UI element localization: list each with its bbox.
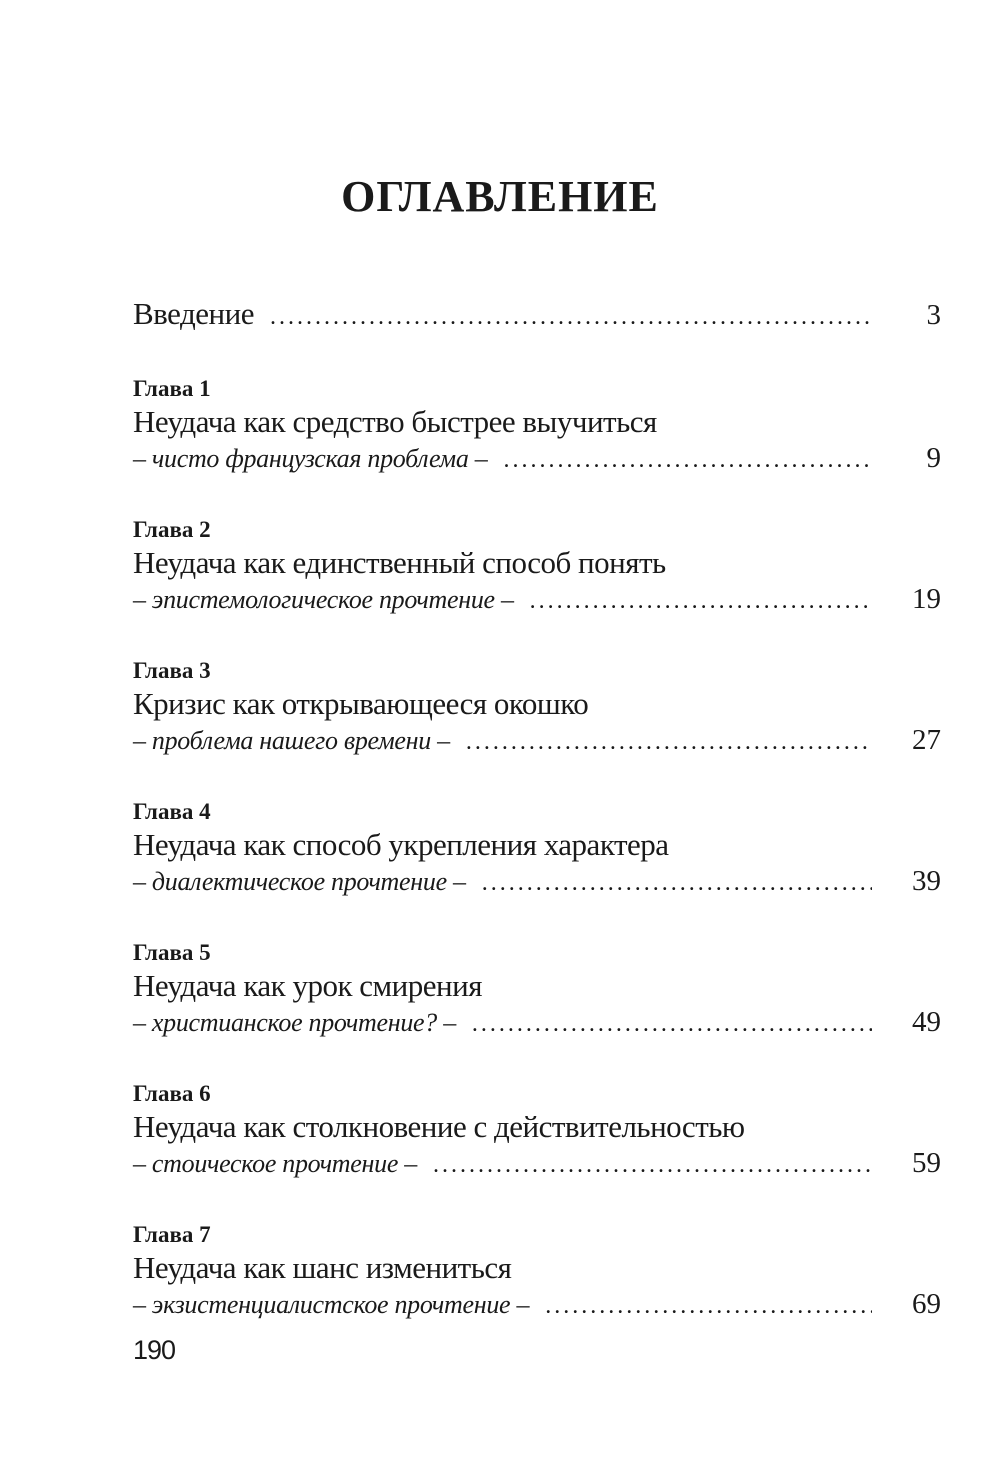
toc-page-number: 69: [912, 1288, 941, 1320]
chapter-title: Неудача как шанс измениться: [133, 1250, 512, 1285]
chapter-title: Неудача как единственный способ понять: [133, 545, 666, 580]
toc-page-number: 59: [912, 1147, 941, 1179]
chapter-label: Глава 1: [133, 376, 211, 401]
toc-page-number: 49: [912, 1006, 941, 1038]
dot-leader: [530, 588, 872, 615]
chapter-subtitle: – экзистенциалистское прочтение –: [133, 1290, 530, 1319]
chapter-label: Глава 4: [133, 799, 211, 824]
toc-page-number: 9: [926, 442, 941, 474]
chapter-title: Неудача как способ укрепления характера: [133, 827, 669, 862]
chapter-subtitle: – эпистемологическое прочтение –: [133, 585, 514, 614]
chapter-label: Глава 6: [133, 1081, 211, 1106]
chapter-subtitle: – стоическое прочтение –: [133, 1149, 417, 1178]
toc-page-number: 19: [912, 583, 941, 615]
chapter-label: Глава 5: [133, 940, 211, 965]
toc-entry-introduction[interactable]: [133, 296, 943, 336]
chapter-subtitle: – диалектическое прочтение –: [133, 867, 466, 896]
toc-page-number: 39: [912, 865, 941, 897]
page-title: ОГЛАВЛЕНИЕ: [341, 172, 659, 222]
page-number: 190: [133, 1335, 176, 1365]
dot-leader: [503, 447, 873, 474]
chapter-label: Глава 7: [133, 1222, 211, 1247]
chapter-title: Неудача как урок смирения: [133, 968, 482, 1003]
dot-leader: [482, 870, 872, 897]
chapter-label: Глава 3: [133, 658, 211, 683]
chapter-label: Глава 2: [133, 517, 211, 542]
chapter-subtitle: – чисто французская проблема –: [133, 444, 488, 473]
dot-leader: [466, 729, 872, 756]
dot-leader: [472, 1011, 872, 1038]
chapter-title: Кризис как открывающееся окошко: [133, 686, 589, 721]
dot-leader: [270, 304, 873, 331]
toc-page-number: 3: [926, 299, 941, 331]
chapter-title: Неудача как столкновение с действительностью: [133, 1109, 745, 1144]
chapter-title: Неудача как средство быстрее выучиться: [133, 404, 657, 439]
dot-leader: [545, 1293, 872, 1320]
chapter-subtitle: – проблема нашего времени –: [133, 726, 450, 755]
toc-page-number: 27: [912, 724, 941, 756]
chapter-subtitle: – христианское прочтение? –: [133, 1008, 456, 1037]
toc-entry-label: Введение: [133, 296, 254, 331]
dot-leader: [433, 1152, 872, 1179]
